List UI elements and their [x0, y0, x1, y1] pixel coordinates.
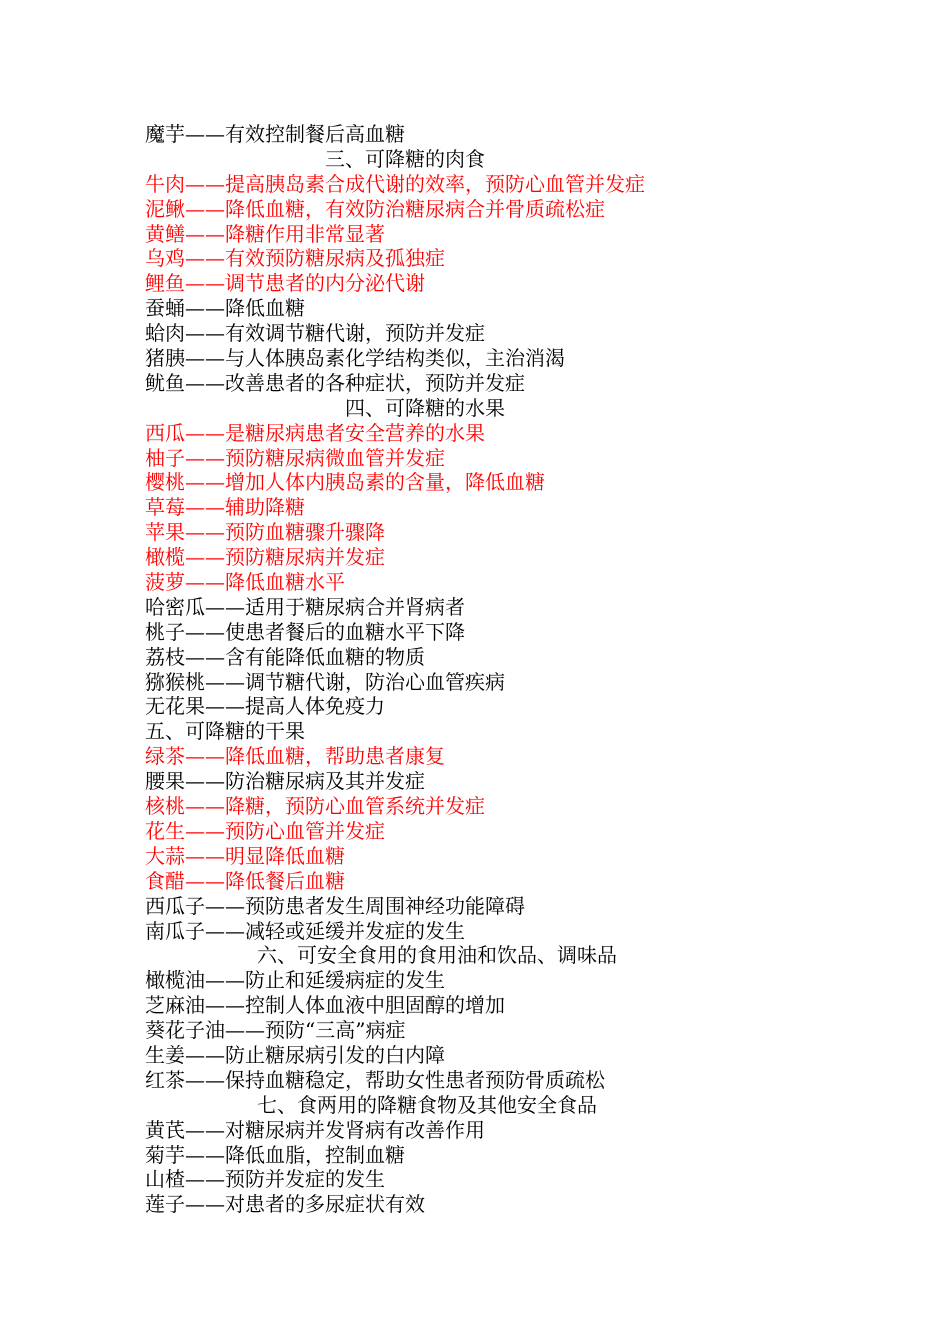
- text-line: 哈密瓜——适用于糖尿病合并肾病者: [145, 594, 465, 619]
- text-line: 西瓜子——预防患者发生周围神经功能障碍: [145, 893, 525, 918]
- text-line: 苹果——预防血糖骤升骤降: [145, 520, 385, 545]
- text-line: 芝麻油——控制人体血液中胆固醇的增加: [145, 993, 505, 1018]
- text-line: 橄榄——预防糖尿病并发症: [145, 545, 385, 570]
- text-line: 荔枝——含有能降低血糖的物质: [145, 644, 425, 669]
- text-line: 鱿鱼——改善患者的各种症状，预防并发症: [145, 370, 525, 395]
- text-line: 猕猴桃——调节糖代谢，防治心血管疾病: [145, 669, 505, 694]
- text-line: 南瓜子——减轻或延缓并发症的发生: [145, 918, 465, 943]
- text-line: 柚子——预防糖尿病微血管并发症: [145, 445, 445, 470]
- text-line: 菠萝——降低血糖水平: [145, 570, 345, 595]
- text-line: 樱桃——增加人体内胰岛素的含量，降低血糖: [145, 470, 545, 495]
- text-line: 菊芋——降低血脂，控制血糖: [145, 1142, 405, 1167]
- text-line: 生姜——防止糖尿病引发的白内障: [145, 1042, 445, 1067]
- section-heading: 六、可安全食用的食用油和饮品、调味品: [257, 943, 617, 968]
- text-line: 猪胰——与人体胰岛素化学结构类似，主治消渴: [145, 346, 565, 371]
- text-line: 乌鸡——有效预防糖尿病及孤独症: [145, 246, 445, 271]
- text-line: 泥鳅——降低血糖，有效防治糖尿病合并骨质疏松症: [145, 196, 605, 221]
- section-heading: 四、可降糖的水果: [345, 395, 505, 420]
- document-body: [145, 122, 845, 1217]
- section-heading: 七、食两用的降糖食物及其他安全食品: [257, 1092, 597, 1117]
- text-line: 食醋——降低餐后血糖: [145, 868, 345, 893]
- text-line: 西瓜——是糖尿病患者安全营养的水果: [145, 420, 485, 445]
- text-line: 核桃——降糖，预防心血管系统并发症: [145, 794, 485, 819]
- text-line: 无花果——提高人体免疫力: [145, 694, 385, 719]
- text-line: 莲子——对患者的多尿症状有效: [145, 1192, 425, 1217]
- text-line: 红茶——保持血糖稳定，帮助女性患者预防骨质疏松: [145, 1067, 605, 1092]
- text-line: 花生——预防心血管并发症: [145, 818, 385, 843]
- text-line: 山楂——预防并发症的发生: [145, 1167, 385, 1192]
- text-line: 大蒜——明显降低血糖: [145, 843, 345, 868]
- text-line: 桃子——使患者餐后的血糖水平下降: [145, 619, 465, 644]
- text-line: 蚕蛹——降低血糖: [145, 296, 305, 321]
- text-line: 蛤肉——有效调节糖代谢，预防并发症: [145, 321, 485, 346]
- text-line: 黄芪——对糖尿病并发肾病有改善作用: [145, 1117, 485, 1142]
- text-line: 葵花子油——预防“三高”病症: [145, 1018, 406, 1043]
- text-line: 腰果——防治糖尿病及其并发症: [145, 769, 425, 794]
- text-line: 鲤鱼——调节患者的内分泌代谢: [145, 271, 425, 296]
- text-line: 五、可降糖的干果: [145, 719, 305, 744]
- text-line: 橄榄油——防止和延缓病症的发生: [145, 968, 445, 993]
- text-line: 魔芋——有效控制餐后高血糖: [145, 122, 405, 146]
- text-line: 牛肉——提高胰岛素合成代谢的效率，预防心血管并发症: [145, 171, 645, 196]
- text-line: 草莓——辅助降糖: [145, 495, 305, 520]
- text-line: 黄鳝——降糖作用非常显著: [145, 221, 385, 246]
- text-line: 绿茶——降低血糖，帮助患者康复: [145, 744, 445, 769]
- section-heading: 三、可降糖的肉食: [325, 146, 485, 171]
